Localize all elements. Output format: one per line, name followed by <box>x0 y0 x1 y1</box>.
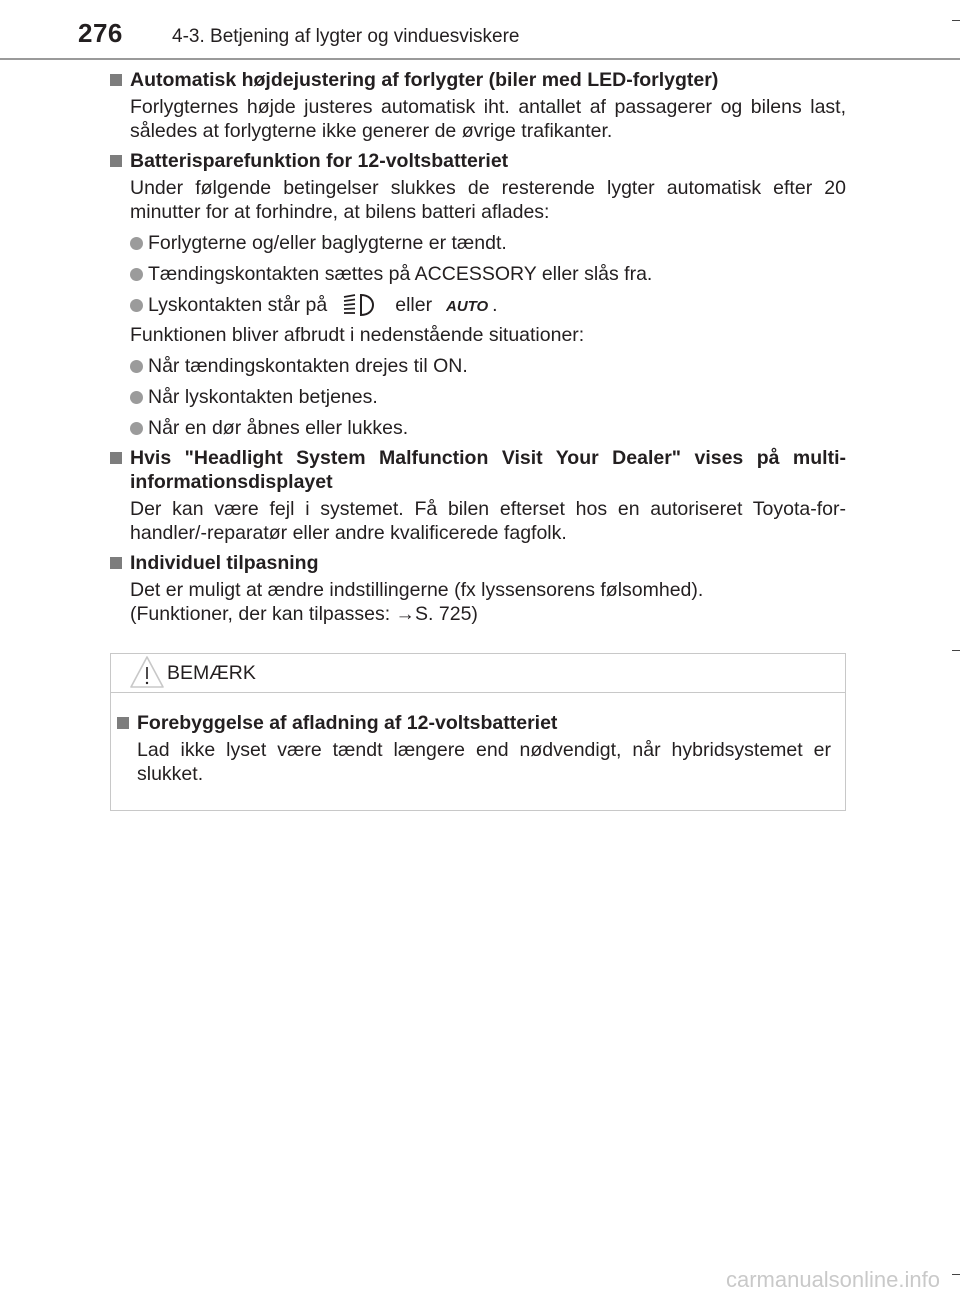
page-number: 276 <box>78 18 123 48</box>
crop-mark <box>952 1274 960 1275</box>
bullet-dot-icon <box>130 422 143 435</box>
list-item: Forlygterne og/eller baglygterne er tændt. <box>130 231 846 255</box>
section-customization <box>110 551 846 626</box>
section-auto-leveling <box>110 68 846 143</box>
bullet-dot-icon <box>130 360 143 373</box>
section-body: Under følgende betingelser slukkes de resterende lygter automatisk efter 20 minutter for at forhindre, at bilens batteri aflades: <box>130 177 846 223</box>
crop-mark <box>952 650 960 651</box>
section-body: Det er muligt at ændre indstillingerne (fx lyssensorens følsomhed). <box>130 579 704 601</box>
square-bullet-icon <box>110 557 122 569</box>
section-heading: Hvis "Headlight System Malfunction Visit Your Dealer" vises på multi-informationsdisplayet <box>130 447 846 493</box>
crop-mark <box>952 20 960 21</box>
auto-icon <box>446 294 492 316</box>
square-bullet-icon <box>110 74 122 86</box>
page-reference: (Funktioner, der kan tilpasses: →S. 725) <box>130 603 478 625</box>
bullet-dot-icon <box>130 299 143 312</box>
section-heading: Automatisk højdejustering af forlygter (biler med LED-forlygter) <box>130 69 719 91</box>
section-heading: Batterisparefunktion for 12-voltsbatteriet <box>130 150 509 172</box>
bullet-dot-icon <box>130 391 143 404</box>
note-body <box>111 693 845 786</box>
arrow-right-icon: → <box>395 603 416 625</box>
list-item: Når en dør åbnes eller lukkes. <box>130 416 846 440</box>
note-header <box>111 654 845 693</box>
section-title: 4-3. Betjening af lygter og vinduesviskere <box>172 26 520 47</box>
square-bullet-icon <box>110 452 122 464</box>
auto-icon-text: AUTO <box>446 298 489 315</box>
section-malfunction-message <box>110 446 846 545</box>
square-bullet-icon <box>110 155 122 167</box>
bullet-dot-icon <box>130 237 143 250</box>
page-header <box>0 0 960 62</box>
section-body: Der kan være fejl i systemet. Få bilen efterset hos en autoriseret Toyota-for-handler/-reparatør eller andre kvalificerede fagfolk. <box>130 498 846 544</box>
section-body: Forlygternes højde justeres automatisk iht. antallet af passagerer og bilens last, således at forlygterne ikke generer de øvrige trafikanter. <box>130 96 846 142</box>
headlight-icon <box>341 293 381 317</box>
note-text: Lad ikke lyset være tændt længere end nødvendigt, når hybridsystemet er slukket. <box>137 739 831 785</box>
list-item: Lyskontakten står på eller AUTO . <box>130 293 846 317</box>
header-rule <box>0 58 960 60</box>
section-body: Funktionen bliver afbrudt i nedenstående situationer: <box>130 324 585 346</box>
list-item: Når tændingskontakten drejes til ON. <box>130 354 846 378</box>
watermark: carmanualsonline.info <box>725 1267 940 1292</box>
note-title: BEMÆRK <box>167 662 256 684</box>
note-box <box>110 653 846 811</box>
bullet-dot-icon <box>130 268 143 281</box>
list-item: Når lyskontakten betjenes. <box>130 385 846 409</box>
list-item: Tændingskontakten sættes på ACCESSORY eller slås fra. <box>130 262 846 286</box>
section-battery-saver <box>110 149 846 440</box>
square-bullet-icon <box>117 717 129 729</box>
main-content <box>110 68 846 632</box>
note-heading: Forebyggelse af afladning af 12-voltsbatteriet <box>137 712 558 734</box>
warning-triangle-icon <box>129 655 165 689</box>
section-heading: Individuel tilpasning <box>130 552 319 574</box>
